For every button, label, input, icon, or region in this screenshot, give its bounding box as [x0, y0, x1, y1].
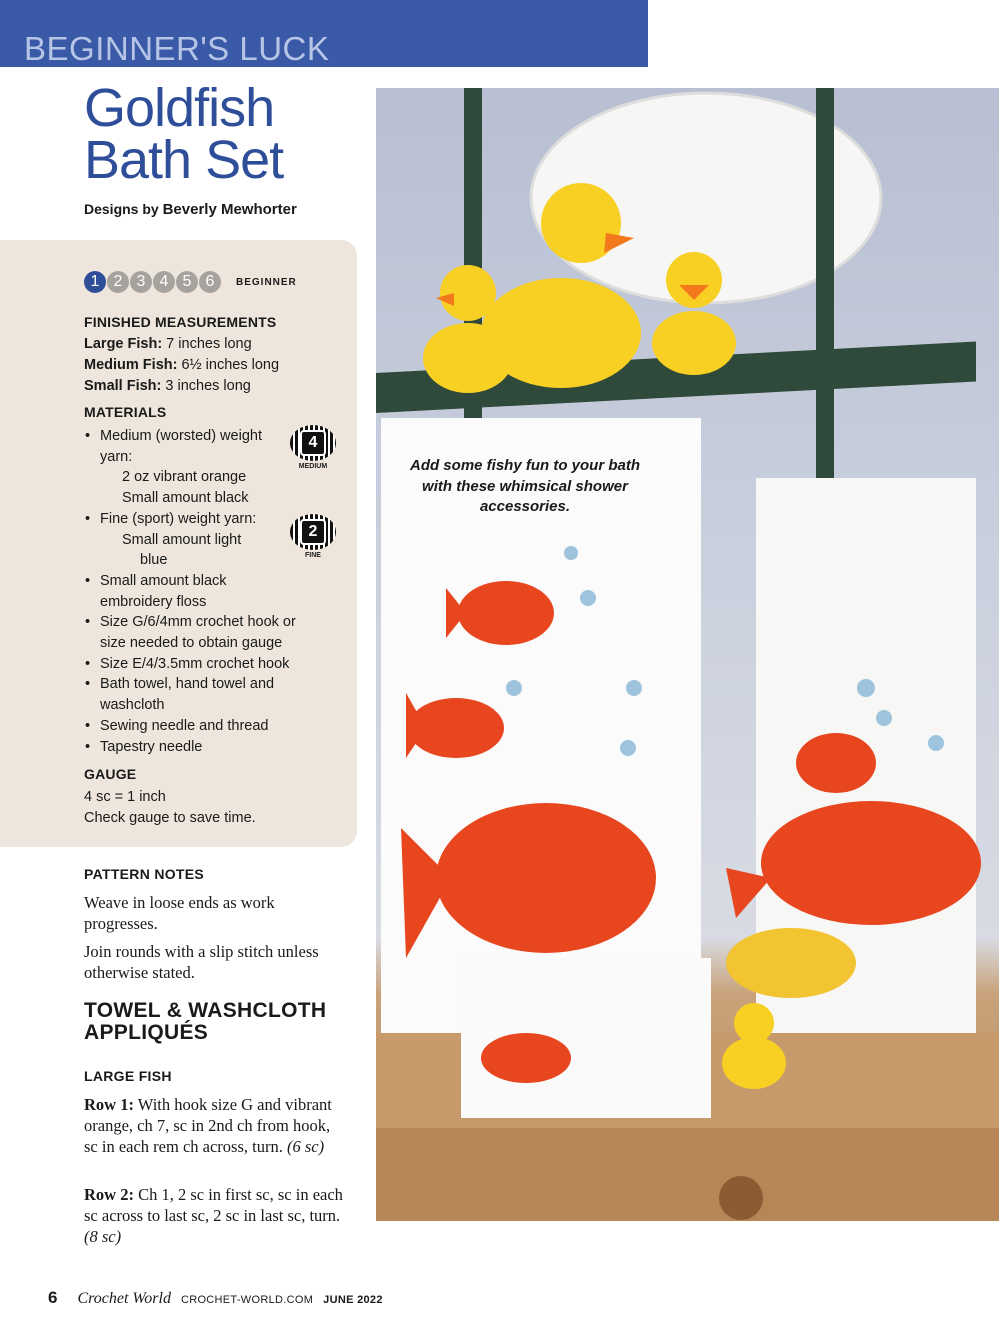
- material-item: embroidery floss: [100, 593, 207, 610]
- title-line-1: Goldfish: [84, 78, 275, 138]
- designer-name: Beverly Mewhorter: [162, 201, 297, 218]
- skill-label: BEGINNER: [236, 276, 297, 288]
- skill-dot-6: 6: [199, 271, 221, 293]
- row-2-instruction: Row 2: Ch 1, 2 sc in first sc, sc in each sc across to last sc, 2 sc in last sc, turn. (8 sc): [84, 1185, 343, 1246]
- section-heading-line-1: TOWEL & WASHCLOTH: [84, 999, 327, 1022]
- large-fish-heading: LARGE FISH: [84, 1068, 172, 1084]
- material-item: blue: [140, 552, 168, 569]
- yarn-weight-caption: FINE: [305, 552, 321, 559]
- skill-dot-2: 2: [107, 271, 129, 293]
- skill-level: [84, 271, 297, 293]
- magazine-url: CROCHET-WORLD.COM: [180, 1294, 314, 1306]
- gauge-line-2: Check gauge to save time.: [84, 810, 256, 826]
- material-item: • Fine (sport) weight yarn:: [84, 509, 344, 530]
- material-item: Small amount light: [122, 531, 242, 548]
- gauge-heading: GAUGE: [84, 766, 137, 782]
- material-item: yarn:: [100, 448, 133, 465]
- material-item: • Size E/4/3.5mm crochet hook: [84, 654, 344, 675]
- photo-caption: Add some fishy fun to your bath with these whimsical shower accessories.: [409, 457, 640, 515]
- bath-set-photo-illustration: [376, 88, 999, 1221]
- material-item: Small amount black: [122, 490, 249, 507]
- measure-large: Large Fish: 7 inches long: [84, 336, 252, 352]
- material-item: • Tapestry needle: [84, 737, 344, 758]
- page-footer: [48, 1288, 383, 1308]
- yarn-weight-fine-icon: [290, 514, 336, 566]
- yarn-weight-number: 2: [300, 519, 326, 545]
- section-heading-line-2: APPLIQUÉS: [84, 1021, 209, 1044]
- magazine-name: Crochet World: [77, 1290, 171, 1307]
- page-number: 6: [48, 1288, 58, 1307]
- section-banner-text: BEGINNER'S LUCK: [24, 30, 330, 67]
- material-item: size needed to obtain gauge: [100, 635, 283, 652]
- pattern-note: Weave in loose ends as work progresses.: [84, 893, 275, 933]
- skill-dot-5: 5: [176, 271, 198, 293]
- yarn-weight-caption: MEDIUM: [298, 463, 328, 470]
- material-item: washcloth: [100, 697, 165, 714]
- title-line-2: Bath Set: [84, 130, 284, 190]
- material-item: • Bath towel, hand towel and: [84, 674, 344, 695]
- product-photo: [376, 88, 999, 1221]
- material-item: • Size G/6/4mm crochet hook or: [84, 612, 344, 633]
- skill-dot-3: 3: [130, 271, 152, 293]
- yarn-weight-number: 4: [300, 430, 326, 456]
- yarn-weight-medium-icon: [290, 425, 336, 477]
- gauge-line-1: 4 sc = 1 inch: [84, 789, 166, 805]
- measure-small: Small Fish: 3 inches long: [84, 378, 251, 394]
- issue-date: JUNE 2022: [323, 1294, 383, 1306]
- measure-medium: Medium Fish: 6½ inches long: [84, 357, 280, 373]
- finished-heading: FINISHED MEASUREMENTS: [84, 314, 277, 330]
- skill-dot-4: 4: [153, 271, 175, 293]
- section-heading: [84, 1000, 326, 1044]
- material-item: • Small amount black: [84, 571, 344, 592]
- materials-heading: MATERIALS: [84, 404, 167, 420]
- material-item: 2 oz vibrant orange: [122, 469, 247, 486]
- material-item: • Sewing needle and thread: [84, 716, 344, 737]
- byline-prefix: Designs by: [84, 201, 159, 217]
- section-banner: [0, 0, 648, 67]
- material-item: • Medium (worsted) weight: [84, 426, 344, 447]
- page-title: [84, 78, 364, 190]
- pattern-notes-heading: PATTERN NOTES: [84, 866, 205, 882]
- byline: [84, 201, 297, 218]
- pattern-note: Join rounds with a slip stitch unless otherwise stated.: [84, 942, 319, 982]
- row-1-instruction: Row 1: With hook size G and vibrant orange, ch 7, sc in 2nd ch from hook, sc in each rem ch across, turn. (6 sc): [84, 1095, 332, 1156]
- skill-dot-1: 1: [84, 271, 106, 293]
